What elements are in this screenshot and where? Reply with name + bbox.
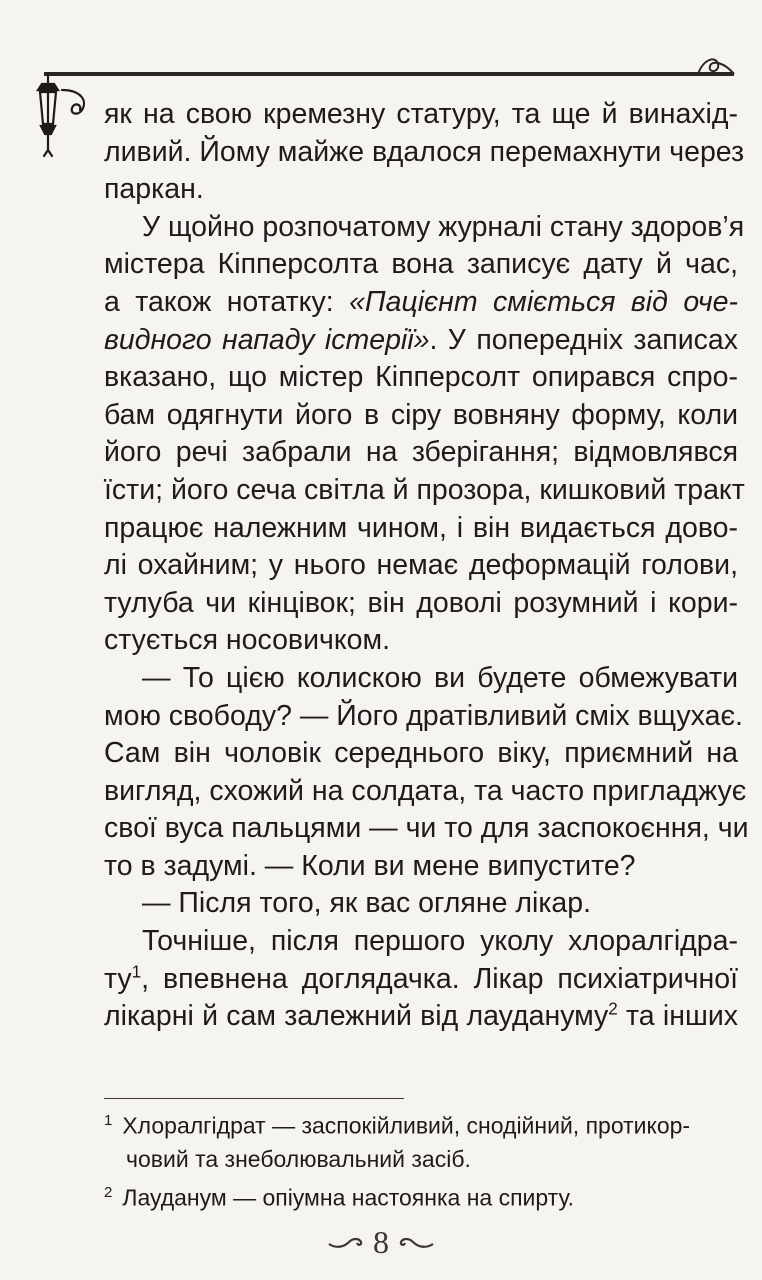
text-line: ливий. Йому майже вдалося перемахнути через xyxy=(104,135,745,168)
footnote-rule xyxy=(104,1098,404,1099)
footnote-1-cont: човий та знеболювальний засіб. xyxy=(126,1145,471,1172)
text-fragment: . У попередніх записах xyxy=(429,323,738,356)
ornament-icon xyxy=(325,1232,365,1252)
text-line xyxy=(104,961,738,999)
text-line: працює належним чином, і він видається дово- xyxy=(104,511,738,544)
quote-text: видного нападу істерії» xyxy=(104,323,430,356)
text-line: Сам він чоловік середнього віку, приємний на xyxy=(104,737,738,770)
text-line: містера Кіпперсолта вона записує дату й час, xyxy=(104,248,738,281)
footnote-text: Хлоралгідрат — заспокійливий, снодійний, протикор- xyxy=(122,1112,691,1139)
main-text xyxy=(104,96,749,1036)
footnotes xyxy=(104,1104,738,1214)
text-line: його речі забрали на зберігання; відмовлявся xyxy=(104,436,738,469)
text-line: їсти; його сеча світла й прозора, кишковий тракт xyxy=(104,473,745,506)
text-fragment: а також нотатку: xyxy=(104,285,350,318)
text-line: тулуба чи кінцівок; він доволі розумний і кори- xyxy=(104,586,738,619)
swirl-icon xyxy=(694,52,738,78)
text-line xyxy=(104,998,738,1036)
text-fragment: , впевнена доглядачка. Лікар психіатричної xyxy=(141,962,738,995)
text-fragment: ту xyxy=(104,962,132,995)
text-fragment: лікарні й сам залежний від лаудануму xyxy=(104,1000,609,1033)
ornament-icon xyxy=(397,1232,437,1252)
text-line xyxy=(104,322,738,360)
text-line: Точніше, після першого уколу хлоралгідра- xyxy=(142,925,738,958)
text-line: лі охайним; у нього немає деформацій голови, xyxy=(104,549,738,582)
text-line: бам одягнути його в сіру вовняну форму, коли xyxy=(104,398,738,431)
text-line: як на свою кремезну статуру, та ще й винахід- xyxy=(104,98,738,130)
page-number: 8 xyxy=(373,1223,389,1260)
text-line: мою свободу? — Його дратівливий сміх вщухає. xyxy=(104,699,743,732)
text-line: вказано, що містер Кіпперсолт опирався спро- xyxy=(104,361,738,394)
footnote-text: Лауданум — опіумна настоянка на спирту. xyxy=(122,1184,575,1211)
footnote-mark: 2 xyxy=(608,999,618,1019)
footnote-number: 1 xyxy=(104,1112,113,1129)
text-fragment: та інших xyxy=(617,1000,738,1033)
footnote-2 xyxy=(104,1176,738,1215)
footnote-1 xyxy=(104,1104,738,1143)
header-rule xyxy=(44,72,734,76)
text-line: — Після того, як вас огляне лікар. xyxy=(142,887,592,920)
footnote-mark: 1 xyxy=(131,962,142,982)
text-line: паркан. xyxy=(104,173,204,206)
page-footer xyxy=(0,1222,762,1262)
text-line: У щойно розпочатому журналі стану здоров’я xyxy=(142,210,745,243)
text-line: свої вуса пальцями — чи то для заспокоєння, чи xyxy=(104,812,749,845)
text-line xyxy=(104,284,738,322)
text-line: — То цією колискою ви будете обмежувати xyxy=(142,661,738,694)
text-line: вигляд, схожий на солдата, та часто пригладжує xyxy=(104,774,747,807)
quote-text: «Пацієнт сміється від оче- xyxy=(349,285,738,318)
text-line: стується носовичком. xyxy=(104,624,390,657)
lantern-icon xyxy=(22,70,102,160)
footnote-number: 2 xyxy=(104,1183,113,1201)
text-line: то в задумі. — Коли ви мене випустите? xyxy=(104,849,636,882)
